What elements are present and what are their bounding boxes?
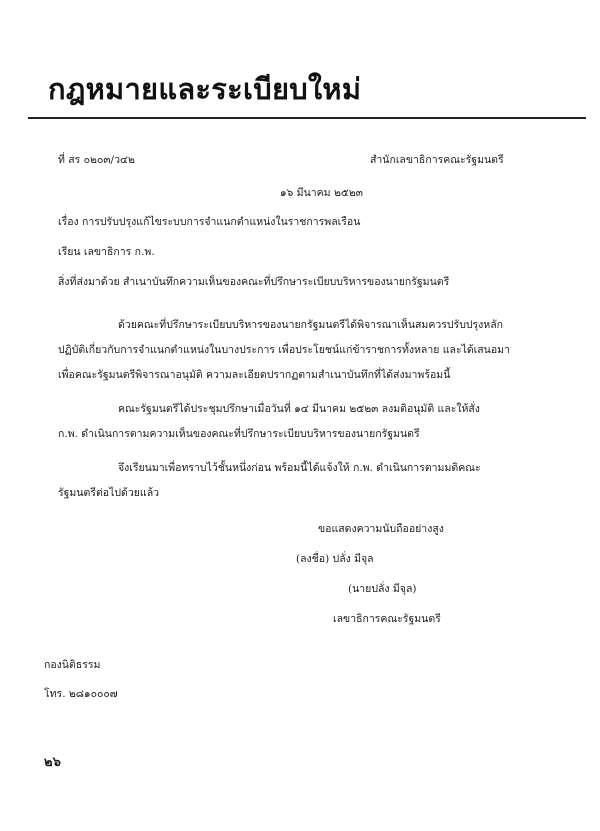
letter-enclosure: สิ่งที่ส่งมาด้วย สำเนาบันทึกความเห็นของคณะที่ปรึกษาระเบียบบริหารของนายกรัฐมนตรี: [58, 276, 450, 288]
page-number: ๒๖: [44, 755, 61, 770]
issuing-division: กองนิติธรรม: [44, 659, 101, 671]
signatory-name: (นายปลั่ง มีจุล): [348, 583, 417, 595]
letter-date: ๑๖ มีนาคม ๒๕๒๓: [280, 187, 363, 199]
letter-signature: (ลงชื่อ) ปลั่ง มีจุล: [296, 553, 374, 565]
signatory-position: เลขาธิการคณะรัฐมนตรี: [333, 613, 441, 625]
page-title: กฎหมายและระเบียบใหม่: [48, 72, 362, 106]
paragraph-3-line-2: รัฐมนตรีต่อไปด้วยแล้ว: [58, 487, 160, 499]
phone-number: โทร. ๒๘๑๐๐๐๗: [44, 688, 118, 700]
paragraph-1-line-3: เพื่อคณะรัฐมนตรีพิจารณาอนุมัติ ความละเอียดปรากฏตามสำเนาบันทึกที่ได้ส่งมาพร้อมนี้: [58, 369, 451, 381]
paragraph-3-line-1: จึงเรียนมาเพื่อทราบไว้ชั้นหนึ่งก่อน พร้อมนี้ได้แจ้งให้ ก.พ. ดำเนินการตามมติคณะ: [118, 462, 481, 474]
issuing-office: สำนักเลขาธิการคณะรัฐมนตรี: [370, 154, 504, 166]
paragraph-2-line-2: ก.พ. ดำเนินการตามความเห็นของคณะที่ปรึกษาระเบียบบริหารของนายกรัฐมนตรี: [58, 428, 420, 440]
paragraph-1-line-1: ด้วยคณะที่ปรึกษาระเบียบบริหารของนายกรัฐมนตรีได้พิจารณาเห็นสมควรปรับปรุงหลัก: [118, 319, 504, 331]
letter-addressee: เรียน เลขาธิการ ก.พ.: [58, 246, 155, 258]
paragraph-2-line-1: คณะรัฐมนตรีได้ประชุมปรึกษาเมื่อวันที่ ๑๔ มีนาคม ๒๕๒๓ ลงมติอนุมัติ และให้สั่ง: [118, 403, 480, 415]
reference-number: ที่ สร ๐๒๐๓/ว๔๒: [58, 154, 135, 166]
title-underline: [28, 117, 586, 119]
letter-subject: เรื่อง การปรับปรุงแก้ไขระบบการจำแนกตำแหน่งในราชการพลเรือน: [58, 216, 361, 228]
paragraph-1-line-2: ปฏิบัติเกี่ยวกับการจำแนกตำแหน่งในบางประการ เพื่อประโยชน์แก่ข้าราชการทั้งหลาย และได้เสนอมา: [58, 344, 510, 356]
letter-closing: ขอแสดงความนับถืออย่างสูง: [318, 523, 444, 535]
